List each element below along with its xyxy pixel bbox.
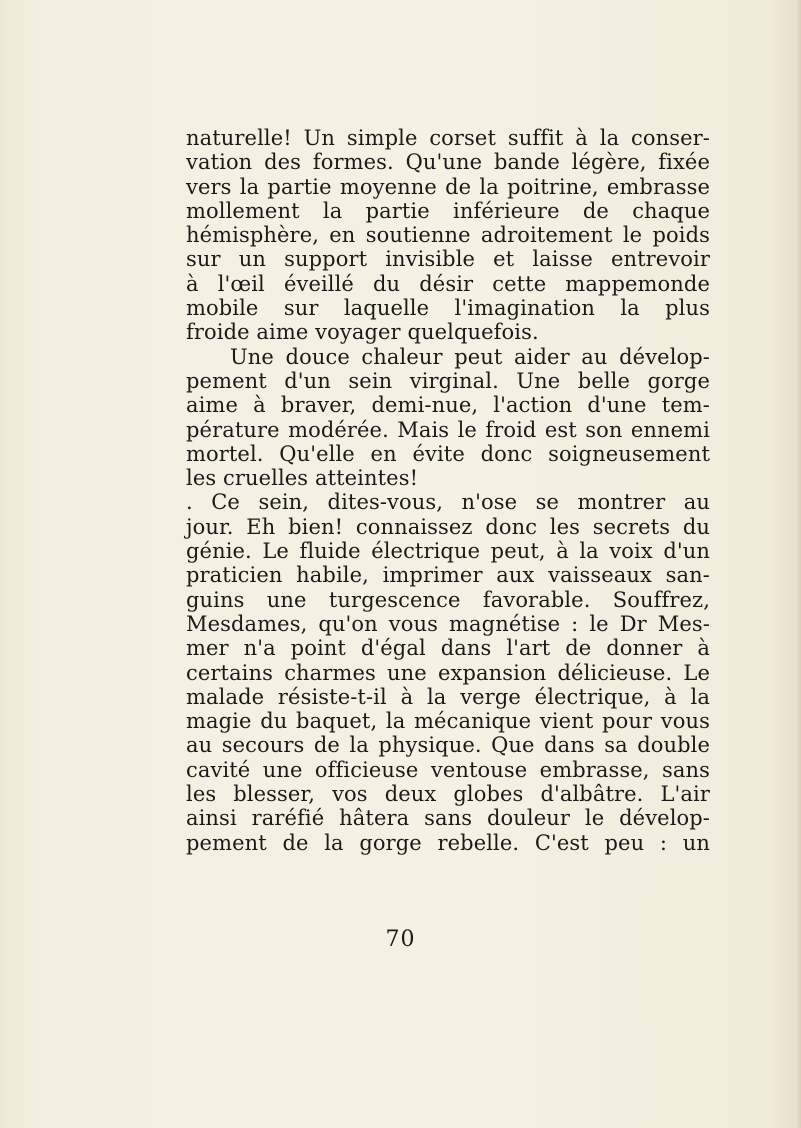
text-line: ainsi raréfié hâtera sans douleur le dévelop- (186, 806, 710, 831)
text-line: guins une turgescence favorable. Souffrez, (186, 587, 710, 612)
text-line: magie du baquet, la mécanique vient pour vous (186, 709, 710, 734)
text-line: pérature modérée. Mais le froid est son ennemi (186, 417, 710, 442)
text-line: sur un support invisible et laisse entrevoir (186, 247, 710, 272)
text-line: génie. Le fluide électrique peut, à la voix d'un (186, 539, 710, 564)
text-line: malade résiste-t-il à la verge électrique, à la (186, 684, 710, 709)
text-line: Une douce chaleur peut aider au dévelop- (230, 344, 710, 369)
text-line: . Ce sein, dites-vous, n'ose se montrer au (186, 490, 710, 515)
text-line: certains charmes une expansion délicieuse. Le (186, 660, 710, 685)
text-line: aime à braver, demi-nue, l'action d'une tem- (186, 393, 710, 418)
body-text (186, 126, 710, 855)
text-line: mer n'a point d'égal dans l'art de donner à (186, 636, 710, 661)
page-edge (795, 0, 801, 1128)
text-line: cavité une officieuse ventouse embrasse, sans (186, 757, 710, 782)
text-line: froide aime voyager quelquefois. (186, 320, 539, 345)
text-line: pement d'un sein virginal. Une belle gorge (186, 368, 710, 393)
text-line: praticien habile, imprimer aux vaisseaux san- (186, 563, 710, 588)
text-line: mobile sur laquelle l'imagination la plus (186, 296, 710, 321)
text-line: les blesser, vos deux globes d'albâtre. L'air (186, 782, 710, 807)
text-line: mollement la partie inférieure de chaque (186, 198, 710, 223)
text-line: au secours de la physique. Que dans sa double (186, 733, 710, 758)
text-line: jour. Eh bien! connaissez donc les secrets du (186, 514, 710, 539)
text-line: à l'œil éveillé du désir cette mappemonde (186, 271, 710, 296)
text-line: naturelle! Un simple corset suffit à la conser- (186, 126, 710, 150)
text-line: les cruelles atteintes! (186, 466, 419, 491)
text-line: pement de la gorge rebelle. C'est peu : un (186, 830, 710, 855)
text-line: vers la partie moyenne de la poitrine, embrasse (186, 174, 710, 199)
text-line: mortel. Qu'elle en évite donc soigneusement (186, 441, 710, 466)
page-number: 70 (385, 927, 416, 952)
text-line: hémisphère, en soutienne adroitement le poids (186, 223, 710, 248)
text-line: Mesdames, qu'on vous magnétise : le Dr Mes- (186, 611, 710, 636)
text-line: vation des formes. Qu'une bande légère, fixée (186, 150, 710, 175)
